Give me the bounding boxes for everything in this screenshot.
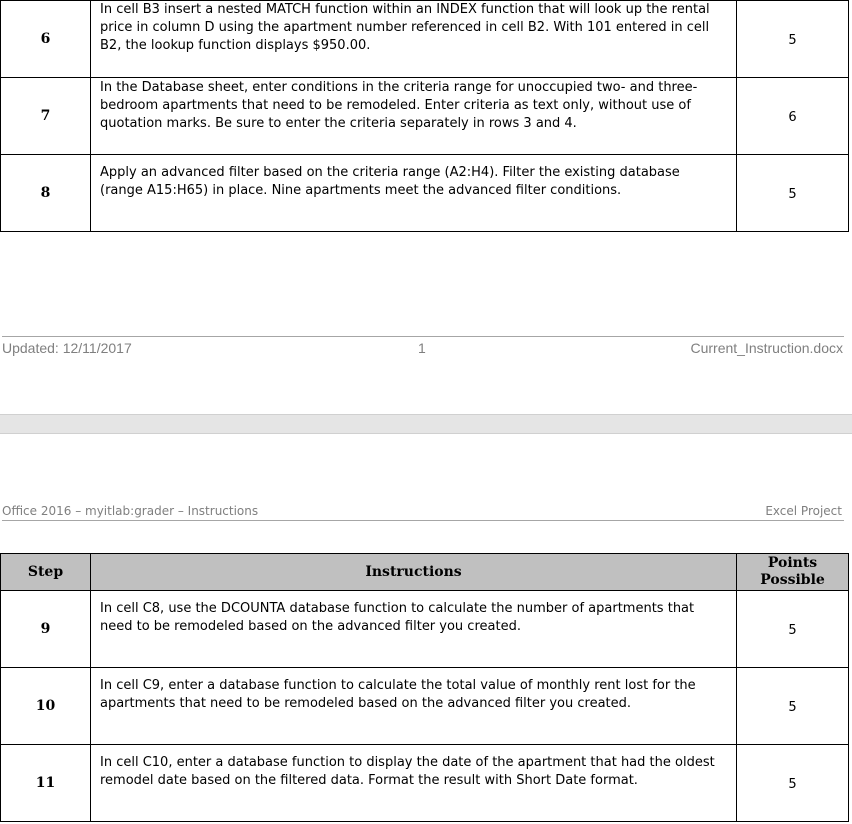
step-number: 6	[1, 1, 91, 78]
footer-updated-date: Updated: 12/11/2017	[2, 340, 132, 356]
table-row	[1, 78, 849, 155]
step-instruction: In cell C8, use the DCOUNTA database function to calculate the number of apartments that need to be remodeled based on the advanced filter you created.	[91, 591, 737, 668]
step-number: 11	[1, 745, 91, 822]
column-header-step: Step	[1, 554, 91, 591]
step-points: 5	[737, 1, 849, 78]
column-header-points	[737, 554, 849, 591]
table-row	[1, 591, 849, 668]
table-header-row	[1, 554, 849, 591]
header-course-title: Office 2016 – myitlab:grader – Instructions	[2, 504, 259, 518]
column-header-points-line1: Points	[767, 555, 818, 571]
footer-filename: Current_Instruction.docx	[690, 340, 843, 356]
step-instruction: In cell C10, enter a database function to display the date of the apartment that had the oldest remodel date based on the filtered data. Format the result with Short Date format.	[91, 745, 737, 822]
step-points: 6	[737, 78, 849, 155]
step-points: 5	[737, 668, 849, 745]
page-footer	[2, 336, 844, 361]
step-number: 9	[1, 591, 91, 668]
table-row	[1, 745, 849, 822]
column-header-instructions: Instructions	[91, 554, 737, 591]
instructions-table	[0, 553, 849, 822]
step-number: 8	[1, 155, 91, 232]
step-points: 5	[737, 745, 849, 822]
instructions-table-continued	[0, 0, 849, 232]
table-row	[1, 155, 849, 232]
page-break-gap	[0, 414, 852, 434]
footer-page-number: 1	[418, 340, 426, 356]
step-number: 7	[1, 78, 91, 155]
table-row	[1, 668, 849, 745]
table-row	[1, 1, 849, 78]
step-instruction: In the Database sheet, enter conditions in the criteria range for unoccupied two- and three-bedroom apartments that need to be remodeled. Enter criteria as text only, without use of quotation marks. Be sure to enter the criteria separately in rows 3 and 4.	[91, 78, 737, 155]
step-instruction: Apply an advanced filter based on the criteria range (A2:H4). Filter the existing database (range A15:H65) in place. Nine apartments meet the advanced filter conditions.	[91, 155, 737, 232]
page-header	[2, 503, 844, 521]
step-number: 10	[1, 668, 91, 745]
step-instruction: In cell B3 insert a nested MATCH function within an INDEX function that will look up the rental price in column D using the apartment number referenced in cell B2. With 101 entered in cell B2, the lookup function displays $950.00.	[91, 1, 737, 78]
header-project-name: Excel Project	[765, 504, 842, 518]
step-instruction: In cell C9, enter a database function to calculate the total value of monthly rent lost for the apartments that need to be remodeled based on the advanced filter you created.	[91, 668, 737, 745]
step-points: 5	[737, 591, 849, 668]
step-points: 5	[737, 155, 849, 232]
column-header-points-line2: Possible	[760, 572, 825, 588]
